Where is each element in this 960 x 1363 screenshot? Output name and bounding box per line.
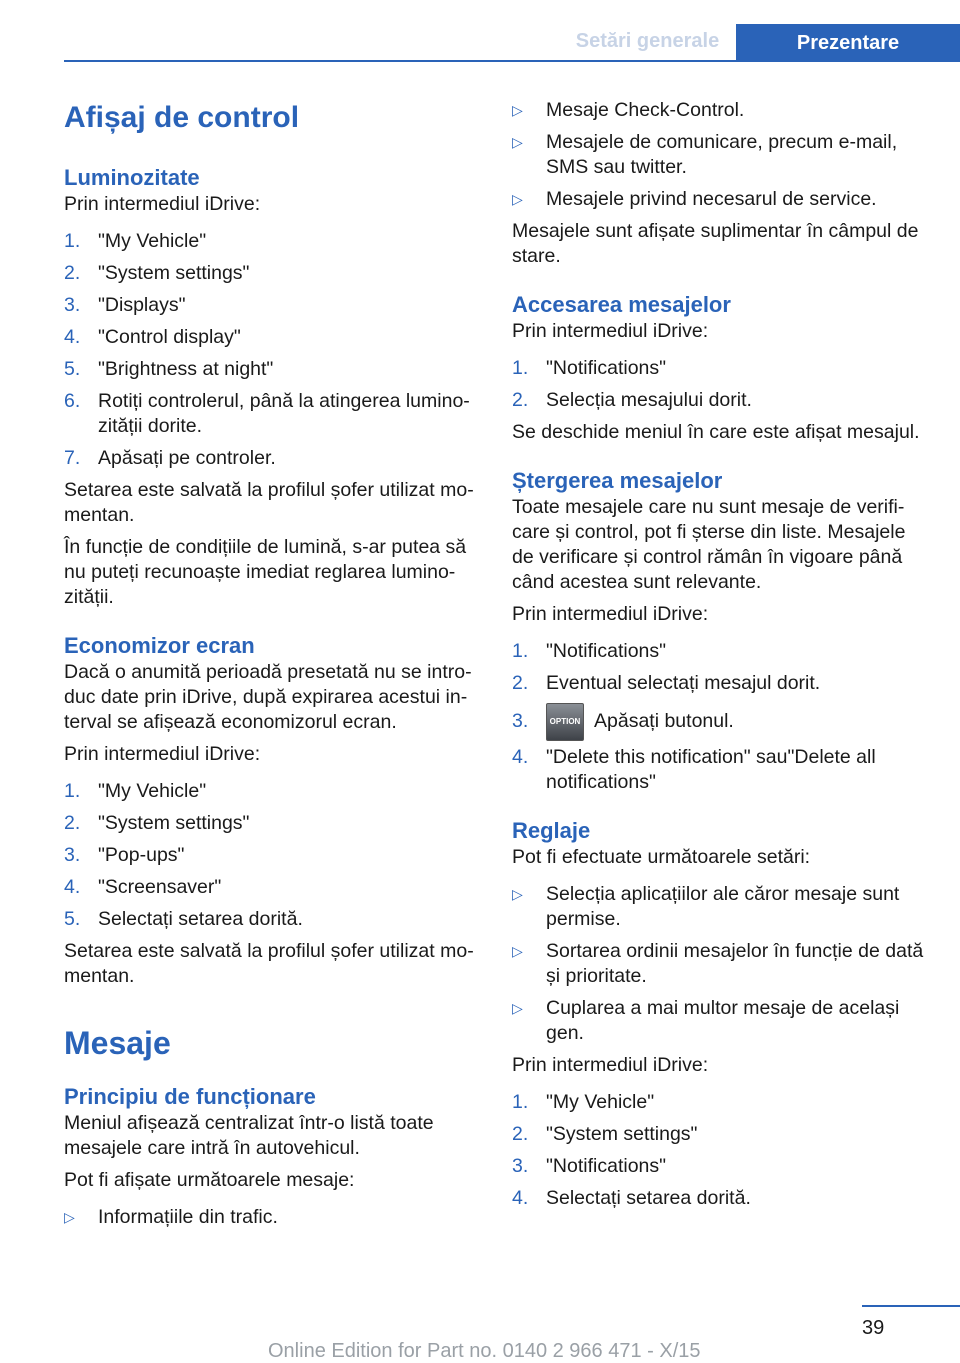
- access-intro: Prin intermediul iDrive:: [512, 320, 709, 342]
- triangle-bullet-icon: ▷: [512, 886, 523, 902]
- list-item: 4. Selectați setarea dorită.: [512, 1187, 751, 1209]
- list-item: ▷ Cuplarea a mai multor mesaje de același gen.: [512, 997, 900, 1044]
- brightness-note-saved: Setarea este salvată la profilul șofer utilizat mo-mentan.: [64, 479, 474, 526]
- triangle-bullet-icon: ▷: [512, 102, 523, 118]
- status-field-note: Mesajele sunt afișate suplimentar în câmpul de stare.: [512, 220, 919, 267]
- list-item: 3. "Displays": [64, 294, 186, 316]
- heading-principle: Principiu de funcționare: [64, 1084, 316, 1109]
- footer-rule: [862, 1305, 960, 1307]
- heading-settings: Reglaje: [512, 818, 591, 843]
- list-item: 4. "Control display": [64, 326, 241, 348]
- section-title-control-display: Afișaj de control: [64, 101, 300, 134]
- delete-intro: Prin intermediul iDrive:: [512, 603, 709, 625]
- list-item: ▷ Mesajele de comunicare, precum e-mail, SMS sau twitter.: [512, 131, 898, 178]
- brightness-intro: Prin intermediul iDrive:: [64, 193, 261, 215]
- screensaver-note: Setarea este salvată la profilul șofer utilizat mo-mentan.: [64, 940, 474, 987]
- delete-steps: [512, 639, 932, 795]
- message-types-list-cont: [512, 98, 932, 212]
- list-item: ▷ Selecția aplicațiilor ale căror mesaje sunt permise.: [512, 883, 900, 930]
- triangle-bullet-icon: ▷: [512, 943, 523, 959]
- list-item: 1. "My Vehicle": [64, 780, 207, 802]
- delete-desc: Toate mesajele care nu sunt mesaje de verifi-care și control, pot fi șterse din liste. Mesajele de verificare și control rămân în vigoare până când acestea sunt relevante.: [512, 496, 906, 593]
- settings-intro: Pot fi efectuate următoarele setări:: [512, 846, 811, 868]
- section-title-messages: Mesaje: [64, 1025, 171, 1061]
- list-item: 2. "System settings": [512, 1123, 698, 1145]
- heading-delete-messages: Ștergerea mesajelor: [512, 468, 723, 493]
- list-item: ▷ Mesaje Check-Control.: [512, 99, 745, 121]
- list-item: 2. Selecția mesajului dorit.: [512, 389, 752, 411]
- settings-intro2: Prin intermediul iDrive:: [512, 1054, 709, 1076]
- list-item: ▷ Sortarea ordinii mesajelor în funcție de dată și prioritate.: [512, 940, 924, 987]
- triangle-bullet-icon: ▷: [64, 1209, 75, 1225]
- list-item: 6. Rotiți controlerul, până la atingerea lumino-zității dorite.: [64, 390, 470, 437]
- brightness-steps: [64, 229, 480, 471]
- heading-brightness: Luminozitate: [64, 165, 200, 190]
- left-column: [64, 98, 480, 1237]
- list-item: 1. "Notifications": [512, 640, 667, 662]
- right-column: [512, 98, 932, 1218]
- list-item: 1. "My Vehicle": [64, 230, 207, 252]
- heading-access-messages: Accesarea mesajelor: [512, 292, 731, 317]
- list-item: ▷ Mesajele privind necesarul de service.: [512, 188, 877, 210]
- list-item: 3. "Notifications": [512, 1155, 667, 1177]
- list-item: 3. "Pop-ups": [64, 844, 185, 866]
- header-section-label: Setări generale: [575, 30, 720, 52]
- list-item: ▷ Informațiile din trafic.: [64, 1206, 278, 1228]
- brightness-note-light: În funcție de condițiile de lumină, s-ar putea să nu puteți recunoaște imediat reglarea lumino-zității.: [64, 536, 467, 608]
- footer-edition: Online Edition for Part no. 0140 2 966 471 - X/15: [268, 1340, 701, 1362]
- list-item: 3. OPTION Apăsați butonul.: [512, 703, 932, 741]
- list-item: 2. "System settings": [64, 262, 250, 284]
- principle-desc: Meniul afișează centralizat într-o listă toate mesajele care intră în autovehicul.: [64, 1112, 434, 1159]
- heading-screensaver: Economizor ecran: [64, 633, 255, 658]
- screensaver-steps: [64, 779, 480, 932]
- list-item: 5. "Brightness at night": [64, 358, 274, 380]
- list-item: 7. Apăsați pe controler.: [64, 447, 276, 469]
- principle-intro: Pot fi afișate următoarele mesaje:: [64, 1169, 355, 1191]
- list-item: 5. Selectați setarea dorită.: [64, 908, 303, 930]
- triangle-bullet-icon: ▷: [512, 191, 523, 207]
- triangle-bullet-icon: ▷: [512, 1000, 523, 1016]
- settings-options: [512, 882, 932, 1046]
- access-steps: [512, 356, 932, 413]
- list-item: 1. "Notifications": [512, 357, 667, 379]
- page-number: 39: [862, 1317, 885, 1339]
- header-chapter-tab: Prezentare: [736, 24, 960, 62]
- settings-steps: [512, 1090, 932, 1211]
- message-types-list: [64, 1205, 480, 1230]
- screensaver-intro: Prin intermediul iDrive:: [64, 743, 261, 765]
- access-note: Se deschide meniul în care este afișat mesajul.: [512, 421, 920, 443]
- list-item: 2. "System settings": [64, 812, 250, 834]
- triangle-bullet-icon: ▷: [512, 134, 523, 150]
- list-item: 4. "Delete this notification" sau"Delete all notifications": [512, 746, 876, 793]
- list-item: 4. "Screensaver": [64, 876, 222, 898]
- screensaver-desc: Dacă o anumită perioadă presetată nu se intro-duc date prin iDrive, după expirarea acestui in-terval se afișează economizorul ecran.: [64, 661, 472, 733]
- list-item: 2. Eventual selectați mesajul dorit.: [512, 672, 821, 694]
- list-item: 1. "My Vehicle": [512, 1091, 655, 1113]
- option-button-icon: OPTION: [546, 703, 584, 741]
